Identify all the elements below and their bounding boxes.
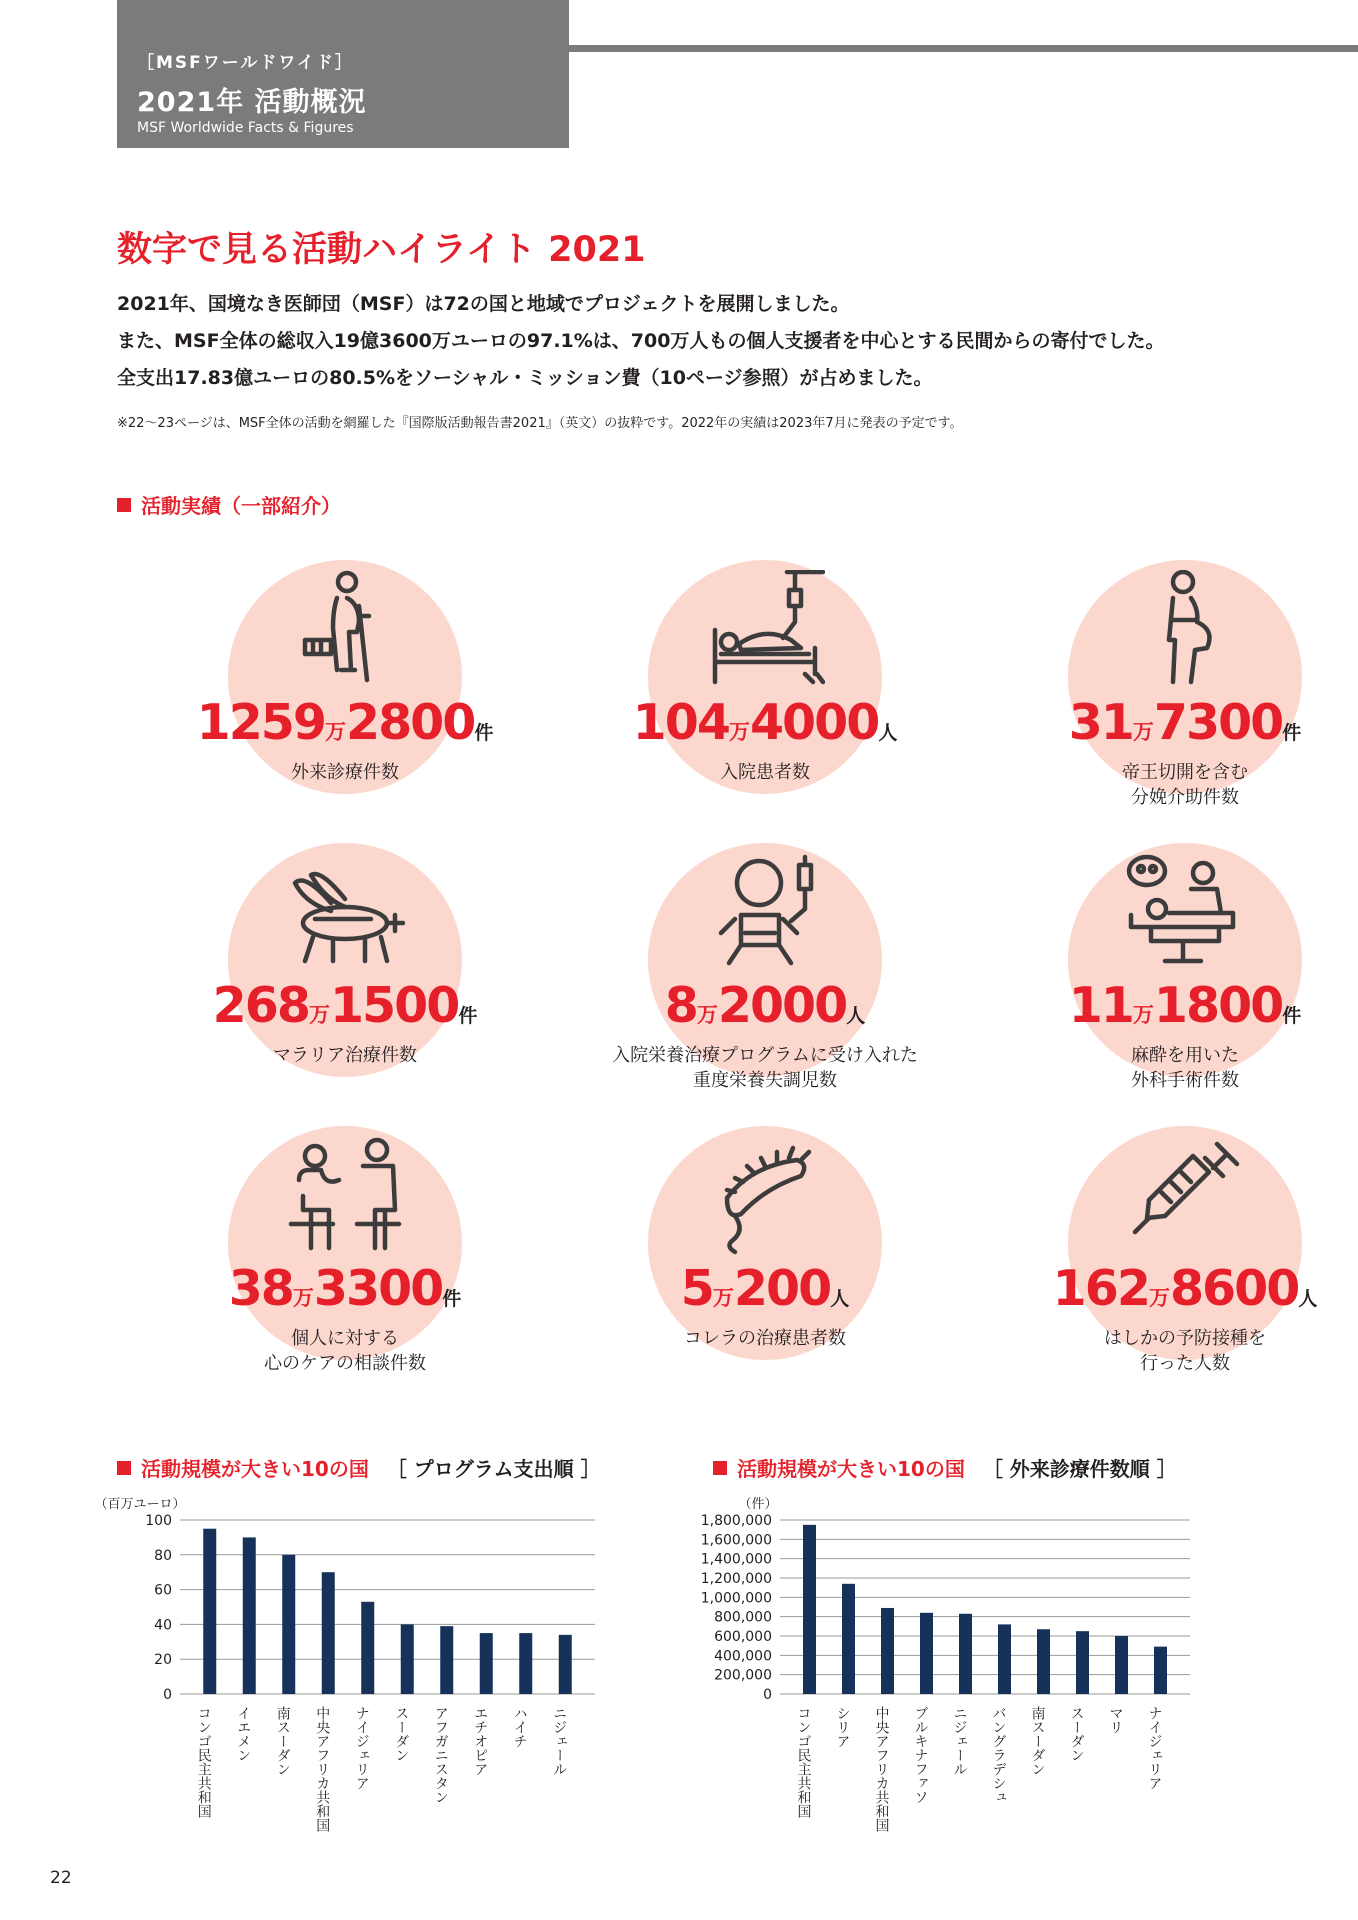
x-tick-label: 中央アフリカ共和国 — [873, 1706, 890, 1832]
chart1-subtitle: ［ プログラム支出順 ］ — [386, 1457, 601, 1481]
x-tick-label: ハイチ — [511, 1706, 528, 1748]
bar-chart-svg — [90, 1490, 610, 1850]
chart1-title: 活動規模が大きい10の国 — [141, 1457, 369, 1481]
bar — [361, 1602, 374, 1694]
stat-number-minor: 2800 — [345, 694, 475, 751]
stat-caption-line: 外科手術件数 — [1131, 1070, 1239, 1091]
bar — [1037, 1629, 1050, 1694]
stat-caption-line: 心のケアの相談件数 — [264, 1353, 426, 1374]
stat-number — [145, 693, 545, 763]
stat-number-minor: 8600 — [1169, 1260, 1299, 1317]
stat-number-man: 万 — [712, 1286, 734, 1310]
y-axis-label: （百万ユーロ） — [94, 1497, 186, 1512]
stat-number — [985, 976, 1358, 1046]
header-tag: ［MSFワールドワイド］ — [137, 53, 354, 73]
stat-number-major: 162 — [1052, 1260, 1149, 1317]
surgery-icon — [1125, 853, 1245, 973]
stat-number-major: 268 — [212, 977, 309, 1034]
stat-caption-line: 行った人数 — [1140, 1353, 1230, 1374]
y-tick-label: 1,000,000 — [700, 1590, 772, 1607]
y-tick-label: 1,400,000 — [700, 1551, 772, 1568]
stat-number-major: 38 — [228, 1260, 293, 1317]
stat-caption-line: マラリア治療件数 — [273, 1045, 417, 1066]
chart2-subtitle: ［ 外来診療件数順 ］ — [982, 1457, 1177, 1481]
y-tick-label: 1,800,000 — [700, 1513, 772, 1529]
y-tick-label: 40 — [154, 1617, 172, 1634]
stat-caption — [145, 760, 545, 785]
stat-number-minor: 2000 — [717, 977, 847, 1034]
stat-number-minor: 4000 — [749, 694, 879, 751]
y-tick-label: 60 — [154, 1582, 172, 1599]
x-tick-label: イエメン — [235, 1706, 252, 1762]
bar — [519, 1633, 532, 1694]
stat-caption-line: 入院患者数 — [720, 762, 810, 783]
stat-unit: 件 — [442, 1288, 462, 1310]
stat-number-major: 31 — [1068, 694, 1133, 751]
stat-number-minor: 1500 — [329, 977, 459, 1034]
stat-card — [145, 843, 545, 1113]
hospital-bed-icon — [705, 570, 825, 690]
stat-number-major: 11 — [1068, 977, 1133, 1034]
stat-number — [565, 693, 965, 763]
stat-unit: 人 — [846, 1005, 866, 1027]
x-tick-label: アフガニスタン — [432, 1706, 449, 1804]
stat-number-man: 万 — [696, 1003, 718, 1027]
stat-number-major: 5 — [680, 1260, 713, 1317]
chart2-title: 活動規模が大きい10の国 — [737, 1457, 965, 1481]
stat-caption-line: 麻酔を用いた — [1131, 1045, 1239, 1066]
x-tick-label: ナイジェリア — [1146, 1706, 1163, 1790]
stat-unit: 件 — [474, 722, 494, 744]
stat-number — [985, 1259, 1358, 1329]
counseling-icon — [285, 1136, 405, 1256]
stat-caption — [565, 760, 965, 785]
x-tick-label: シリア — [834, 1706, 851, 1748]
activities-title-text: 活動実績（一部紹介） — [141, 494, 341, 518]
bar — [1076, 1631, 1089, 1694]
stat-card — [565, 1126, 965, 1396]
intro-text — [117, 286, 1337, 397]
page-number: 22 — [50, 1868, 72, 1888]
stat-card — [145, 1126, 545, 1396]
x-tick-label: スーダン — [393, 1706, 410, 1762]
footnote: ※22〜23ページは、MSF全体の活動を網羅した『国際版活動報告書2021』（英文）の抜粋です。2022年の実績は2023年7月に発表の予定です。 — [117, 416, 963, 431]
header-title: 2021年 活動概況 — [137, 87, 367, 118]
x-tick-label: 南スーダン — [1029, 1706, 1046, 1776]
bar — [842, 1584, 855, 1694]
y-tick-label: 80 — [154, 1547, 172, 1564]
pregnant-woman-icon — [1125, 570, 1245, 690]
stat-caption-line: 帝王切開を含む — [1122, 762, 1248, 783]
stat-number-man: 万 — [324, 720, 346, 744]
y-tick-label: 200,000 — [714, 1667, 772, 1684]
bar — [959, 1614, 972, 1694]
stat-unit: 件 — [458, 1005, 478, 1027]
stat-unit: 人 — [878, 722, 898, 744]
bar — [881, 1608, 894, 1694]
mosquito-icon — [285, 853, 405, 973]
stat-number-minor: 3300 — [313, 1260, 443, 1317]
stat-card — [985, 560, 1358, 830]
stat-caption — [985, 760, 1358, 810]
bar — [480, 1633, 493, 1694]
bar — [998, 1624, 1011, 1694]
bar-chart-svg — [690, 1490, 1210, 1850]
stat-caption-line: 分娩介助件数 — [1131, 787, 1239, 808]
stat-number-minor: 1800 — [1153, 977, 1283, 1034]
bar — [803, 1525, 816, 1694]
x-tick-label: ナイジェリア — [353, 1706, 370, 1790]
y-tick-label: 1,200,000 — [700, 1571, 772, 1587]
stat-unit: 件 — [1282, 1005, 1302, 1027]
bar — [282, 1555, 295, 1694]
stat-number-minor: 200 — [733, 1260, 831, 1317]
intro-line: 2021年、国境なき医師団（MSF）は72の国と地域でプロジェクトを展開しました。 — [117, 293, 850, 315]
stat-number — [145, 976, 545, 1046]
y-tick-label: 600,000 — [714, 1629, 772, 1645]
red-square-bullet — [713, 1461, 727, 1475]
stat-number — [565, 976, 965, 1046]
stat-number-major: 1259 — [196, 694, 325, 751]
bar — [243, 1537, 256, 1694]
stat-number — [985, 693, 1358, 763]
bar — [401, 1624, 414, 1694]
y-tick-label: 800,000 — [714, 1609, 772, 1626]
intro-line: また、MSF全体の総収入19億3600万ユーロの97.1%は、700万人もの個人支援者を中心とする民間からの寄付でした。 — [117, 330, 1165, 352]
red-square-bullet — [117, 498, 131, 512]
infant-drip-icon — [705, 853, 825, 973]
page-heading: 数字で見る活動ハイライト 2021 — [117, 230, 646, 270]
stat-caption-line: はしかの予防接種を — [1104, 1328, 1266, 1349]
x-tick-label: エチオピア — [472, 1706, 489, 1776]
stat-caption — [985, 1043, 1358, 1093]
intro-line: 全支出17.83億ユーロの80.5%をソーシャル・ミッション費（10ページ参照）が占めました。 — [117, 367, 933, 389]
crutch-patient-icon — [285, 570, 405, 690]
stat-unit: 人 — [1298, 1288, 1318, 1310]
bar — [440, 1626, 453, 1694]
stat-number-man: 万 — [308, 1003, 330, 1027]
stat-caption — [145, 1326, 545, 1376]
stat-card — [565, 560, 965, 830]
stat-number-minor: 7300 — [1153, 694, 1283, 751]
x-tick-label: コンゴ民主共和国 — [795, 1706, 812, 1818]
stat-card — [985, 843, 1358, 1113]
activities-section-title — [117, 490, 341, 519]
header-subtitle: MSF Worldwide Facts & Figures — [137, 120, 354, 136]
x-tick-label: スーダン — [1068, 1706, 1085, 1762]
stat-card — [985, 1126, 1358, 1396]
x-tick-label: ブルキナファソ — [912, 1706, 929, 1804]
bar — [1154, 1647, 1167, 1694]
program-expenditure-chart — [90, 1490, 610, 1854]
red-square-bullet — [117, 1461, 131, 1475]
stat-number-man: 万 — [728, 720, 750, 744]
page-header — [117, 0, 569, 148]
x-tick-label: ニジェール — [951, 1706, 968, 1776]
stat-number-man: 万 — [1148, 1286, 1170, 1310]
x-tick-label: ニジェール — [551, 1706, 568, 1776]
y-tick-label: 100 — [145, 1513, 172, 1529]
stat-number-major: 104 — [632, 694, 729, 751]
stat-caption-line: 重度栄養失調児数 — [693, 1070, 837, 1091]
stat-caption — [565, 1326, 965, 1351]
x-tick-label: バングラデシュ — [990, 1706, 1007, 1804]
bar — [920, 1613, 933, 1694]
x-tick-label: 中央アフリカ共和国 — [314, 1706, 331, 1832]
stat-caption — [565, 1043, 965, 1093]
stat-number — [145, 1259, 545, 1329]
bar — [559, 1635, 572, 1694]
header-rule — [569, 45, 1358, 52]
stat-caption — [145, 1043, 545, 1068]
stat-card — [565, 843, 965, 1113]
stat-number-man: 万 — [1132, 720, 1154, 744]
x-tick-label: コンゴ民主共和国 — [195, 1706, 212, 1818]
y-tick-label: 400,000 — [714, 1648, 772, 1665]
bar — [203, 1529, 216, 1694]
stat-caption-line: コレラの治療患者数 — [684, 1328, 846, 1349]
y-tick-label: 1,600,000 — [700, 1532, 772, 1549]
y-tick-label: 0 — [163, 1687, 172, 1703]
y-tick-label: 20 — [154, 1652, 172, 1669]
x-tick-label: マリ — [1107, 1706, 1124, 1734]
stat-caption — [985, 1326, 1358, 1376]
chart2-section-title — [713, 1453, 1177, 1482]
stat-caption-line: 入院栄養治療プログラムに受け入れた — [612, 1045, 918, 1066]
stat-number-man: 万 — [1132, 1003, 1154, 1027]
x-tick-label: 南スーダン — [274, 1706, 291, 1776]
cholera-bacterium-icon — [705, 1136, 825, 1256]
y-axis-label: （件） — [738, 1497, 778, 1512]
stat-card — [145, 560, 545, 830]
stat-number — [565, 1259, 965, 1329]
syringe-icon — [1125, 1136, 1245, 1256]
stat-number-man: 万 — [292, 1286, 314, 1310]
stat-unit: 人 — [830, 1288, 850, 1310]
outpatient-consultations-chart — [690, 1490, 1210, 1854]
chart1-section-title — [117, 1453, 601, 1482]
stat-number-major: 8 — [664, 977, 697, 1034]
stat-caption-line: 個人に対する — [291, 1328, 399, 1349]
stat-unit: 件 — [1282, 722, 1302, 744]
stat-caption-line: 外来診療件数 — [291, 762, 399, 783]
bar — [322, 1572, 335, 1694]
y-tick-label: 0 — [763, 1687, 772, 1703]
bar — [1115, 1636, 1128, 1694]
